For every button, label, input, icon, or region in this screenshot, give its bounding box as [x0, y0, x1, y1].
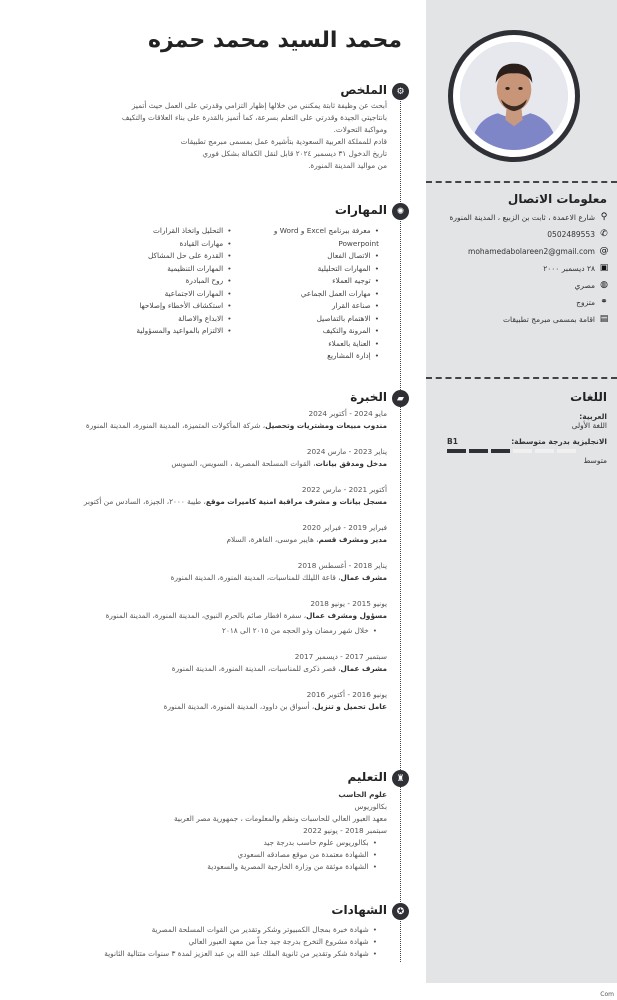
- summary-text: [57, 100, 387, 172]
- level-bar-segment: [469, 449, 488, 453]
- language-level: متوسط: [583, 456, 607, 465]
- language-row: [447, 437, 607, 446]
- experience-role: مشرف عمال: [340, 573, 387, 582]
- skill-item: • التحليل واتخاذ القرارات: [94, 225, 232, 238]
- experience-date: أكتوبر 2021 - مارس 2022: [301, 485, 387, 494]
- experience-details: ، سفرة افطار صائم بالحرم النبوي، المدينة المنورة، المدينة المنورة: [105, 611, 307, 620]
- skill-item: • توجيه العملاء: [242, 275, 380, 288]
- footer-tag: Com: [600, 991, 614, 998]
- experience-title: [52, 610, 387, 622]
- contact-item: [439, 314, 609, 325]
- experience-title: [52, 458, 387, 470]
- location-icon: ⚲: [600, 211, 608, 222]
- contact-text: ٢٨ ديسمبر ٢٠٠٠: [543, 264, 595, 273]
- skill-item: • الاتصال الفعال: [242, 250, 380, 263]
- summary-line: أبحث عن وظيفة ثابتة يمكنني من خلالها إظهار التزامي وقدرتي على العمل حيث أتميز: [131, 101, 387, 110]
- contact-item: [439, 297, 609, 308]
- contact-text: اقامة بمسمى مبرمج تطبيقات: [502, 315, 595, 324]
- skill-item: • صناعة القرار: [242, 300, 380, 313]
- skill-item: • مهارات القيادة: [94, 238, 232, 251]
- education-institute: معهد العبور العالي للحاسبات ونظم والمعلومات ، جمهورية مصر العربية: [173, 814, 387, 823]
- experience-details: ، هايبر موسى، القاهرة، السلام: [226, 535, 319, 544]
- education-block: [57, 789, 387, 873]
- globe-icon: ◍: [600, 279, 608, 290]
- summary-line: قادم للمملكة العربية السعودية بتأشيرة عمل بمسمى مبرمج تطبيقات: [180, 137, 387, 146]
- experience-title: [52, 534, 387, 546]
- list-item: • خلال شهر رمضان وذو الحجه من ٢٠١٥ الى ٢٠١٨: [52, 625, 377, 637]
- experience-role: مدخل ومدقق بيانات: [315, 459, 387, 468]
- divider: [426, 377, 617, 379]
- person-name: محمد السيد محمد حمزه: [148, 28, 402, 53]
- email-icon: @: [599, 245, 609, 256]
- experience-item: [52, 689, 387, 713]
- experience-details: ، شركة المأكولات المتميزة، المدينة المنورة، المدينة المنورة: [85, 421, 266, 430]
- list-item: • شهادة خبرة بمجال الكمبيوتر وشكر وتقدير من القوات المسلحة المصرية: [57, 924, 377, 936]
- skill-item: • المهارات التنظيمية: [94, 263, 232, 276]
- skill-item: • مهارات العمل الجماعي: [242, 288, 380, 301]
- rings-icon: ⚭: [600, 296, 608, 307]
- gear-icon: ⚙: [392, 83, 409, 100]
- skill-item: • المهارات الاجتماعية: [94, 288, 232, 301]
- gift-icon: ▣: [599, 262, 609, 273]
- experience-role: مسجل بيانات و مشرف مراقبة امنية كاميرات موقع: [205, 497, 387, 506]
- profile-photo: [460, 42, 568, 150]
- id-card-icon: ▤: [599, 313, 609, 324]
- list-item: • شهادة شكر وتقدير من ثانوية الملك عبد الله بن عبد العزيز لمدة ٣ سنوات متتالية الثانوية: [57, 948, 377, 960]
- experience-title: الخبرة: [350, 390, 387, 404]
- skill-item: • استكشاف الأخطاء وإصلاحها: [94, 300, 232, 313]
- language-level: اللغة الأولى: [571, 421, 607, 430]
- divider: [426, 181, 617, 183]
- profile-photo-frame: [448, 30, 580, 162]
- skills-list: [94, 225, 379, 363]
- timeline-line: [400, 90, 401, 962]
- list-item: • بكالوريوس علوم حاسب بدرجة جيد: [57, 837, 377, 849]
- briefcase-icon: ▰: [392, 390, 409, 407]
- education-title: التعليم: [347, 770, 387, 784]
- language-level-bars: [447, 449, 607, 453]
- skill-item: • الابداع والاصالة: [94, 313, 232, 326]
- experience-item: [52, 484, 387, 508]
- contact-item: [439, 246, 609, 257]
- skill-item: • العناية بالعملاء: [242, 338, 380, 351]
- languages-title: اللغات: [570, 390, 607, 404]
- experience-title: [52, 496, 387, 508]
- level-bar-segment: [447, 449, 466, 453]
- list-item: • الشهادة موثقة من وزارة الخارجية المصرية والسعودية: [57, 861, 377, 873]
- language-name: العربية:: [579, 412, 607, 421]
- certificates-block: [57, 924, 387, 960]
- education-level: بكالوريوس: [354, 802, 387, 811]
- education-degree: علوم الحاسب: [338, 790, 387, 799]
- skills-column: [242, 225, 380, 363]
- language-name: الانجليزية بدرجة متوسطة:: [511, 437, 607, 446]
- phone-icon: ✆: [600, 228, 608, 239]
- experience-date: يونيو 2016 - أكتوبر 2016: [306, 690, 387, 699]
- skill-item: • روح المبادرة: [94, 275, 232, 288]
- experience-details: ، طيبة ٢٠٠٠، الجيزة، السادس من أكتوبر: [83, 497, 206, 506]
- skill-item: • إدارة المشاريع: [242, 350, 380, 363]
- skill-item: • المرونة والتكيف: [242, 325, 380, 338]
- experience-role: مدير ومشرف قسم: [318, 535, 387, 544]
- experience-date: يناير 2023 - مارس 2024: [306, 447, 387, 456]
- experience-list: [52, 408, 387, 727]
- summary-line: تاريخ الدخول ٣١ ديسمبر ٢٠٢٤ قابل لنقل الكفالة بشكل فوري: [202, 149, 387, 158]
- experience-item: [52, 598, 387, 637]
- skill-item: • المهارات التحليلية: [242, 263, 380, 276]
- experience-item: [52, 651, 387, 675]
- certificates-list: [57, 924, 377, 960]
- level-bar-segment: [513, 449, 532, 453]
- level-bar-segment: [557, 449, 576, 453]
- experience-title: [52, 420, 387, 432]
- skills-column: [94, 225, 232, 363]
- experience-date: يناير 2018 - أغسطس 2018: [297, 561, 387, 570]
- language-code: B1: [447, 437, 458, 446]
- education-bullets: [57, 837, 377, 873]
- experience-item: [52, 560, 387, 584]
- certificates-title: الشهادات: [331, 903, 387, 917]
- experience-details: ، قاعة الليلك للمناسبات، المدينة المنورة، المدينة المنورة: [170, 573, 341, 582]
- level-bar-segment: [491, 449, 510, 453]
- contact-item: [439, 263, 609, 274]
- contact-text: متزوج: [576, 298, 595, 307]
- education-date: سبتمبر 2018 - يونيو 2022: [303, 826, 387, 835]
- experience-role: عامل تحميل و تنزيل: [314, 702, 387, 711]
- list-item: • شهادة مشروع التخرج بدرجة جيد جداً من معهد العبور العالي: [57, 936, 377, 948]
- contact-text: 0502489553: [547, 230, 595, 239]
- level-bar-segment: [535, 449, 554, 453]
- graduation-icon: ♜: [392, 770, 409, 787]
- experience-title: [52, 663, 387, 675]
- contact-text[interactable]: mohamedabolareen2@gmail.com: [468, 247, 595, 256]
- brain-icon: ✺: [392, 203, 409, 220]
- experience-title: [52, 572, 387, 584]
- contact-list: [439, 212, 609, 331]
- experience-role: مسؤول ومشرف عمال: [306, 611, 387, 620]
- experience-role: مشرف عمال: [340, 664, 387, 673]
- skill-item: • معرفة ببرنامج Excel و Word و Powerpoint: [242, 225, 380, 250]
- skill-item: • الالتزام بالمواعيد والمسؤولية: [94, 325, 232, 338]
- experience-item: [52, 446, 387, 470]
- experience-date: مايو 2024 - أكتوبر 2024: [308, 409, 387, 418]
- summary-line: ومواكبة التحولات.: [333, 125, 387, 134]
- experience-title: [52, 701, 387, 713]
- skill-item: • الاهتمام بالتفاصيل: [242, 313, 380, 326]
- contact-item: [439, 280, 609, 291]
- contact-item: [439, 229, 609, 240]
- languages-block: [447, 412, 607, 465]
- award-icon: ✪: [392, 903, 409, 920]
- experience-date: يونيو 2015 - يونيو 2018: [310, 599, 387, 608]
- skills-title: المهارات: [334, 203, 387, 217]
- skill-item: • القدرة على حل المشاكل: [94, 250, 232, 263]
- contact-item: [439, 212, 609, 223]
- summary-line: من مواليد المدينة المنورة.: [308, 161, 387, 170]
- contact-text: مصري: [574, 281, 595, 290]
- experience-bullets: [52, 625, 377, 637]
- contact-text: شارع الاعمدة ، ثابت بن الزبيع ، المدينة المنورة: [449, 213, 595, 222]
- experience-item: [52, 408, 387, 432]
- experience-details: ، أسواق بن داوود، المدينة المنورة، المدينة المنورة: [163, 702, 315, 711]
- experience-item: [52, 522, 387, 546]
- experience-details: ، القوات المسلحة المصرية ، السويس، السويس: [171, 459, 316, 468]
- experience-date: فبراير 2019 - فبراير 2020: [302, 523, 387, 532]
- summary-title: الملخص: [340, 83, 387, 97]
- experience-date: سبتمبر 2017 - ديسمبر 2017: [294, 652, 387, 661]
- experience-details: ، قصر ذكرى للمناسبات، المدينة المنورة، المدينة المنورة: [171, 664, 341, 673]
- contact-title: معلومات الاتصال: [507, 192, 607, 206]
- sidebar: [426, 0, 617, 983]
- list-item: • الشهادة معتمدة من موقع مصادقه السعودي: [57, 849, 377, 861]
- summary-line: بانتاجيتي الجيدة وقدرتي على التعلم بسرعة، كما أتميز بالقدرة على بناء العلاقات والتكيف: [121, 113, 387, 122]
- experience-role: مندوب مبيعات ومشتريات وتحصيل: [265, 421, 387, 430]
